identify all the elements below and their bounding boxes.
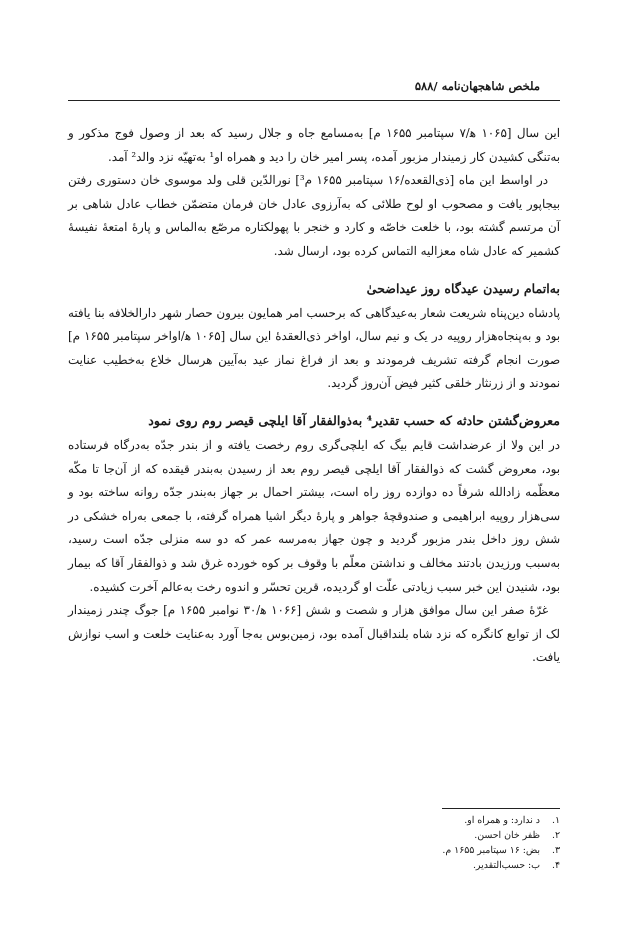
footnotes bbox=[68, 813, 560, 873]
footnote-number: ۳. bbox=[551, 845, 560, 856]
section-heading-eid: به‌اتمام رسیدن عیدگاه روز عیداضحیٰ bbox=[366, 280, 560, 296]
footnote-1 bbox=[68, 813, 560, 828]
paragraph-1: این سال [۱۰۶۵ ﻫ/۷ سپتامبر ۱۶۵۵ م] به‌مسامع جاه و جلال رسید که بعد از وصول فوج مذکور و به‌تنگی کشیدن کار زمیندار مزبور آمده، پسر امیر خان را دید و همراه او¹ به‌تهیّه نزد والد² آمد. bbox=[68, 126, 560, 164]
footnote-number: ۲. bbox=[551, 830, 560, 841]
footnote-2 bbox=[68, 828, 560, 843]
section-heading-zulfiqar: معروض‌گشتن حادثه که حسب تقدیر⁴ به‌ذوالفقار آقا ایلچی قیصر روم روی نمود bbox=[148, 412, 560, 428]
footnote-text: ظفر خان احسن. bbox=[474, 830, 540, 841]
footnote-number: ۴. bbox=[551, 860, 560, 871]
paragraph-eid: پادشاه دین‌پناه شریعت شعار به‌عیدگاهی که برحسب امر همایون بیرون حصار شهر دارالخلافه بنا یافته بود و به‌پنجاه‌هزار روپیه در یک و نیم سال، اواخر ذی‌العقدهٔ این سال [۱۰۶۵ ﻫ/اواخر سپتامبر ۱۶۵۵ م] صورت انجام گرفته تشریف فرمودند و بعد از فراغ نماز عید به‌آیین هرسال خلاع به‌خطیب عنایت نمودند و از زرنثار خلقی کثیر فیض آن‌روز گردید. bbox=[68, 305, 560, 391]
footnote-text: ب: حسب‌التقدیر. bbox=[472, 860, 540, 871]
header-divider bbox=[68, 100, 560, 101]
footnote-divider bbox=[442, 808, 560, 809]
footnote-text: د ندارد: و همراه او. bbox=[464, 815, 540, 826]
paragraph-safar: غرّهٔ صفر این سال موافق هزار و شصت و شش [۱۰۶۶ ﻫ/۳۰ نوامبر ۱۶۵۵ م] جوگ چندر زمیندار لک از توابع کانگره که نزد شاه بلنداقبال آمده بود، زمین‌بوس به‌جا آورد به‌عنایت خلعت و اسب نوازش یافت. bbox=[68, 603, 560, 665]
main-text bbox=[68, 122, 560, 670]
running-header: ملخص شاهجهان‌نامه /۵۸۸ bbox=[414, 79, 540, 93]
footnote-4 bbox=[68, 858, 560, 873]
footnote-text: بض: ۱۶ سپتامبر ۱۶۵۵ م. bbox=[442, 845, 540, 856]
paragraph-zulfiqar: در این ولا از عرضداشت قایم بیگ که ایلچی‌گری روم رخصت یافته و از بندر جدّه به‌درگاه فرستاده بود، معروض گشت که ذوالفقار آقا ایلچی قیصر روم بعد از رسیدن به‌بندر قیقده که از آن‌جا تا مکّه معظّمه زادالله شرفاً ده دوازده روز راه است، بیشتر احمال بر جهاز به‌بندر جدّه روانه ساخته بود و سی‌هزار روپیه ابراهیمی و صندوقچهٔ جواهر و پارهٔ دیگر اشیا همراه گرفته، با جمعی به‌راه خشکی در شش روز داخل بندر مزبور گردید و چون جهاز به‌مرسه عمر که دو سه منزلی جدّه است رسید، به‌سبب ورزیدن بادتند مخالف و نداشتن معلّم با وقوف بر کوه خورده غرق شد و ذوالفقار آقا که بیمار بود، شنیدن این خبر سبب زیادتی علّت او گردیده، قرین تحسّر و اندوه رخت به‌عالم آخرت کشیده. bbox=[68, 437, 560, 594]
footnote-number: ۱. bbox=[551, 815, 560, 826]
paragraph-2: در اواسط این ماه [ذی‌القعده/۱۶ سپتامبر ۱۶۵۵ م³] نورالدّین قلی ولد موسوی خان دستوری رفتن بیجاپور یافت و مصحوب او لوح طلائی که به‌آرزوی عادل خان فرمان متضمّن خطاب عادل شاهی بر آن مرتسم گشته بود، با خلعت خاصّه و کارد و خنجر با پهولکتاره مرصّع به‌الماس و پارهٔ امتعهٔ نفیسهٔ کشمیر که عادل شاه معزالیه التماس کرده بود، ارسال شد. bbox=[68, 173, 560, 258]
footnote-3 bbox=[68, 843, 560, 858]
